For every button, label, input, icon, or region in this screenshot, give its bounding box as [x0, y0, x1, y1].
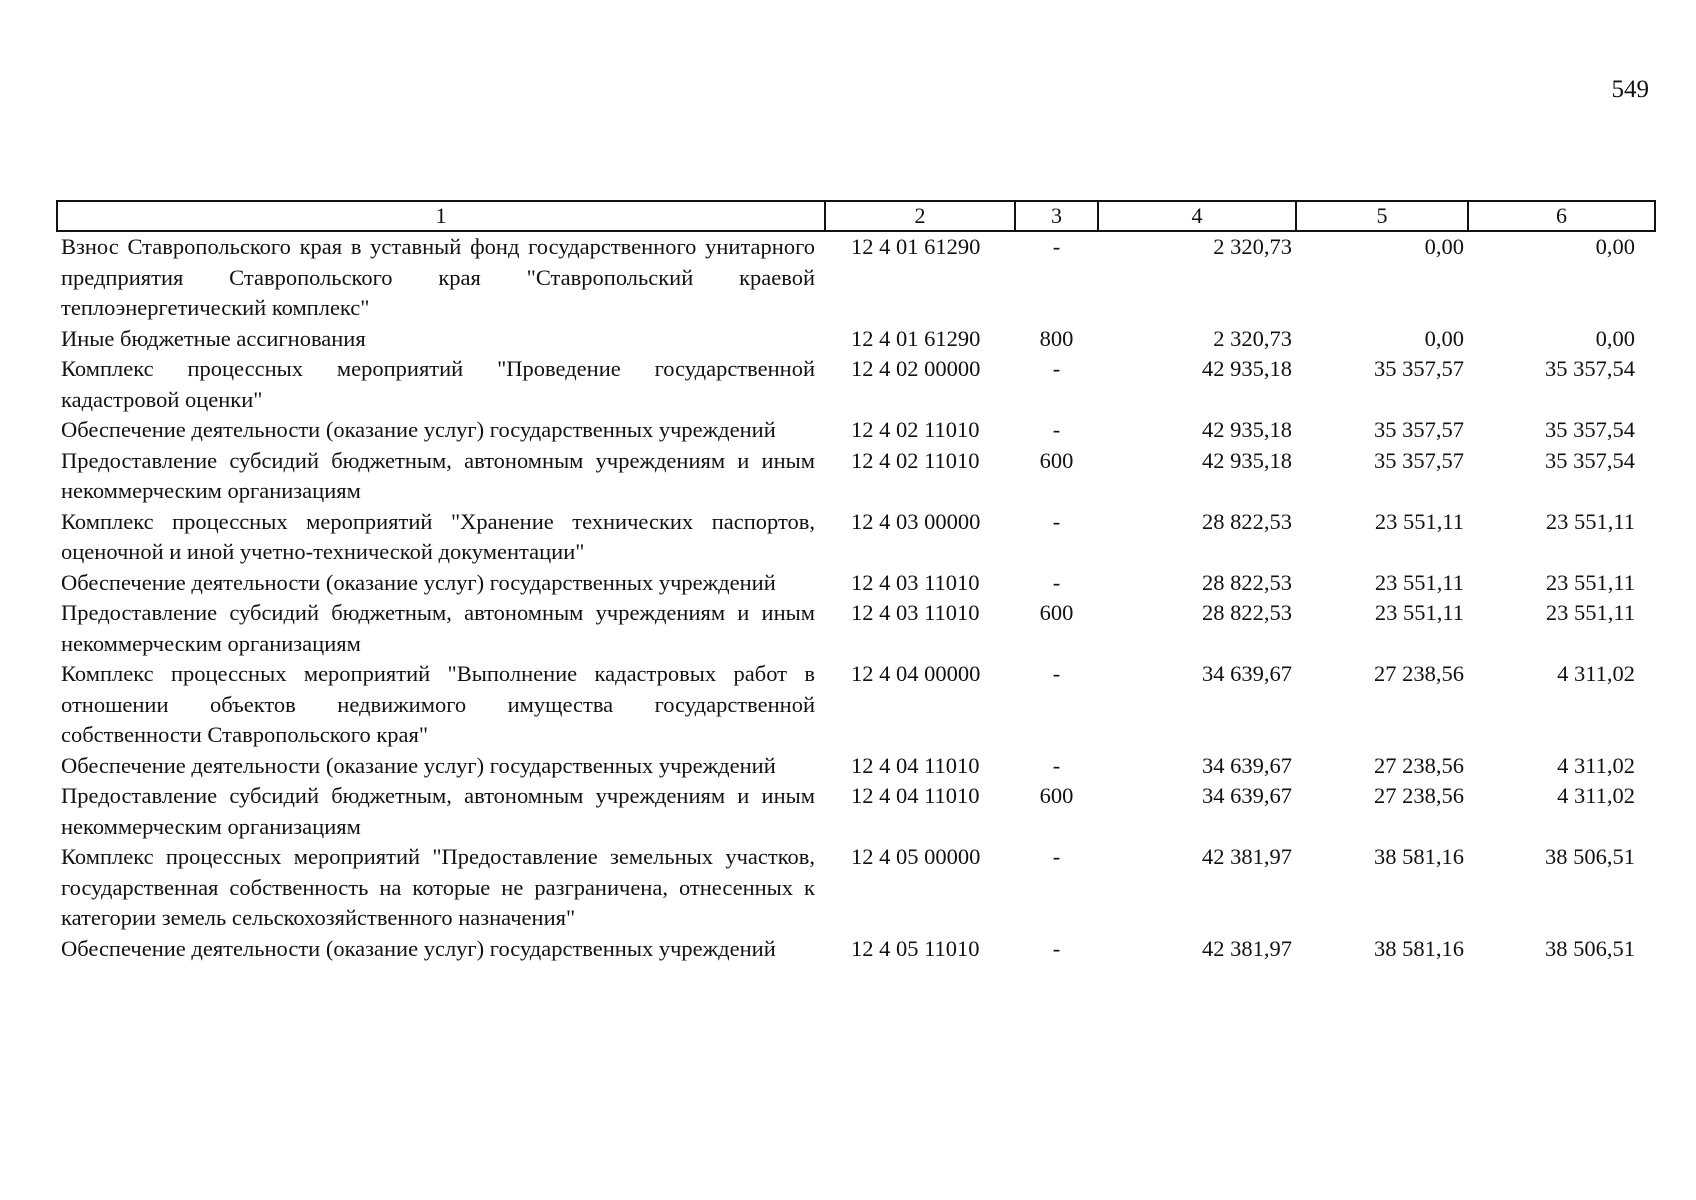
table-row — [57, 934, 1655, 965]
row-value-col5-cell: 27 238,56 — [1374, 752, 1464, 778]
row-value-col4-cell: 42 381,97 — [1202, 844, 1292, 869]
table-header-row — [57, 201, 1655, 231]
row-expense-type-cell: 600 — [1039, 600, 1074, 625]
row-value-col6-cell: 23 551,11 — [1545, 569, 1635, 595]
row-value-col6-cell: 4 311,02 — [1557, 661, 1635, 686]
table-row — [57, 507, 1655, 568]
row-value-col5-cell: 35 357,57 — [1374, 356, 1464, 381]
row-value-col4-cell: 42 935,18 — [1202, 447, 1292, 473]
row-expense-type-cell: 600 — [1039, 783, 1074, 808]
row-code-cell: 12 4 02 11010 — [851, 447, 980, 473]
column-header-2: 2 — [825, 201, 1015, 231]
table-row — [57, 659, 1655, 751]
column-header-5: 5 — [1296, 201, 1468, 231]
row-value-col6-cell: 4 311,02 — [1557, 752, 1635, 778]
row-code-cell: 12 4 04 00000 — [851, 661, 981, 686]
row-code-cell: 12 4 03 11010 — [851, 569, 980, 595]
row-value-col4-cell: 42 381,97 — [1202, 935, 1292, 961]
row-code-cell: 12 4 05 00000 — [851, 844, 981, 869]
row-value-col4-cell: 2 320,73 — [1213, 234, 1292, 259]
row-name-cell: Обеспечение деятельности (оказание услуг) государственных учреждений — [61, 752, 776, 778]
table-row — [57, 324, 1655, 355]
row-expense-type-cell: - — [1052, 356, 1061, 381]
row-name-cell: Иные бюджетные ассигнования — [61, 325, 366, 351]
row-name-cell: Обеспечение деятельности (оказание услуг) государственных учреждений — [61, 935, 776, 961]
row-expense-type-cell: - — [1052, 234, 1061, 259]
row-value-col4-cell: 28 822,53 — [1202, 569, 1292, 595]
row-value-col5-cell: 23 551,11 — [1374, 508, 1464, 534]
row-value-col4-cell: 34 639,67 — [1202, 752, 1292, 778]
row-code-cell: 12 4 01 61290 — [851, 325, 981, 351]
row-value-col4-cell: 34 639,67 — [1202, 783, 1292, 808]
row-value-col4-cell: 34 639,67 — [1202, 661, 1292, 686]
row-value-col6-cell: 0,00 — [1595, 325, 1635, 351]
row-code-cell: 12 4 03 11010 — [851, 600, 980, 625]
row-value-col6-cell: 23 551,11 — [1545, 600, 1635, 625]
row-name-cell: Предоставление субсидий бюджетным, автономным учреждениям и иным некоммерческим организациям — [61, 600, 815, 656]
row-expense-type-cell: - — [1052, 661, 1061, 686]
table-row — [57, 446, 1655, 507]
row-code-cell: 12 4 03 00000 — [851, 508, 981, 534]
row-value-col4-cell: 42 935,18 — [1202, 356, 1292, 381]
table-row — [57, 568, 1655, 599]
row-value-col5-cell: 23 551,11 — [1374, 569, 1464, 595]
page-number: 549 — [1611, 76, 1649, 103]
row-value-col5-cell: 27 238,56 — [1374, 783, 1464, 808]
row-value-col5-cell: 23 551,11 — [1374, 600, 1464, 625]
row-value-col5-cell: 0,00 — [1424, 234, 1464, 259]
row-name-cell: Обеспечение деятельности (оказание услуг) государственных учреждений — [61, 417, 776, 442]
row-value-col6-cell: 0,00 — [1595, 234, 1635, 259]
row-value-col4-cell: 28 822,53 — [1202, 600, 1292, 625]
row-value-col4-cell: 28 822,53 — [1202, 508, 1292, 534]
row-code-cell: 12 4 05 11010 — [851, 935, 980, 961]
row-value-col5-cell: 27 238,56 — [1374, 661, 1464, 686]
row-value-col6-cell: 35 357,54 — [1545, 417, 1635, 442]
table-row — [57, 598, 1655, 659]
row-name-cell: Комплекс процессных мероприятий "Проведение государственной кадастровой оценки" — [61, 356, 815, 412]
table-row — [57, 354, 1655, 415]
row-value-col6-cell: 35 357,54 — [1545, 447, 1635, 473]
row-name-cell: Комплекс процессных мероприятий "Выполнение кадастровых работ в отношении объектов недвижимого имущества государственной собственности Ставропольского края" — [61, 661, 815, 747]
row-code-cell: 12 4 02 11010 — [851, 417, 980, 442]
row-code-cell: 12 4 02 00000 — [851, 356, 981, 381]
table-row — [57, 781, 1655, 842]
row-value-col6-cell: 35 357,54 — [1545, 356, 1635, 381]
row-name-cell: Взнос Ставропольского края в уставный фонд государственного унитарного предприятия Ставропольского края "Ставропольский краевой теплоэнергетический комплекс" — [61, 234, 815, 320]
row-value-col5-cell: 35 357,57 — [1374, 447, 1464, 473]
row-value-col4-cell: 2 320,73 — [1213, 325, 1292, 351]
budget-table — [56, 200, 1654, 964]
column-header-1: 1 — [57, 201, 825, 231]
row-code-cell: 12 4 04 11010 — [851, 783, 980, 808]
row-value-col6-cell: 23 551,11 — [1545, 508, 1635, 534]
row-value-col6-cell: 38 506,51 — [1545, 935, 1635, 961]
row-code-cell: 12 4 04 11010 — [851, 752, 980, 778]
row-value-col5-cell: 0,00 — [1424, 325, 1464, 351]
column-header-6: 6 — [1468, 201, 1655, 231]
table-row — [57, 415, 1655, 446]
table-row — [57, 751, 1655, 782]
row-name-cell: Обеспечение деятельности (оказание услуг) государственных учреждений — [61, 569, 776, 595]
row-value-col5-cell: 38 581,16 — [1374, 935, 1464, 961]
table-body — [57, 231, 1655, 964]
row-name-cell: Предоставление субсидий бюджетным, автономным учреждениям и иным некоммерческим организациям — [61, 447, 815, 503]
row-expense-type-cell: - — [1052, 844, 1061, 869]
row-expense-type-cell: - — [1052, 569, 1061, 595]
row-value-col4-cell: 42 935,18 — [1202, 417, 1292, 442]
row-code-cell: 12 4 01 61290 — [851, 234, 981, 259]
row-expense-type-cell: 800 — [1039, 325, 1074, 351]
row-name-cell: Комплекс процессных мероприятий "Хранение технических паспортов, оценочной и иной учетно-технической документации" — [61, 508, 815, 564]
row-value-col6-cell: 38 506,51 — [1545, 844, 1635, 869]
row-expense-type-cell: - — [1052, 752, 1061, 778]
table-row — [57, 842, 1655, 934]
row-value-col6-cell: 4 311,02 — [1557, 783, 1635, 808]
row-expense-type-cell: - — [1052, 417, 1061, 442]
row-value-col5-cell: 35 357,57 — [1374, 417, 1464, 442]
row-name-cell: Комплекс процессных мероприятий "Предоставление земельных участков, государственная собственность на которые не разграничена, отнесенных к категории земель сельскохозяйственного назначения" — [61, 844, 815, 930]
row-expense-type-cell: - — [1052, 935, 1061, 961]
row-expense-type-cell: 600 — [1039, 447, 1074, 473]
row-expense-type-cell: - — [1052, 508, 1061, 534]
table-row — [57, 231, 1655, 324]
row-name-cell: Предоставление субсидий бюджетным, автономным учреждениям и иным некоммерческим организациям — [61, 783, 815, 839]
column-header-3: 3 — [1015, 201, 1098, 231]
row-value-col5-cell: 38 581,16 — [1374, 844, 1464, 869]
column-header-4: 4 — [1098, 201, 1296, 231]
